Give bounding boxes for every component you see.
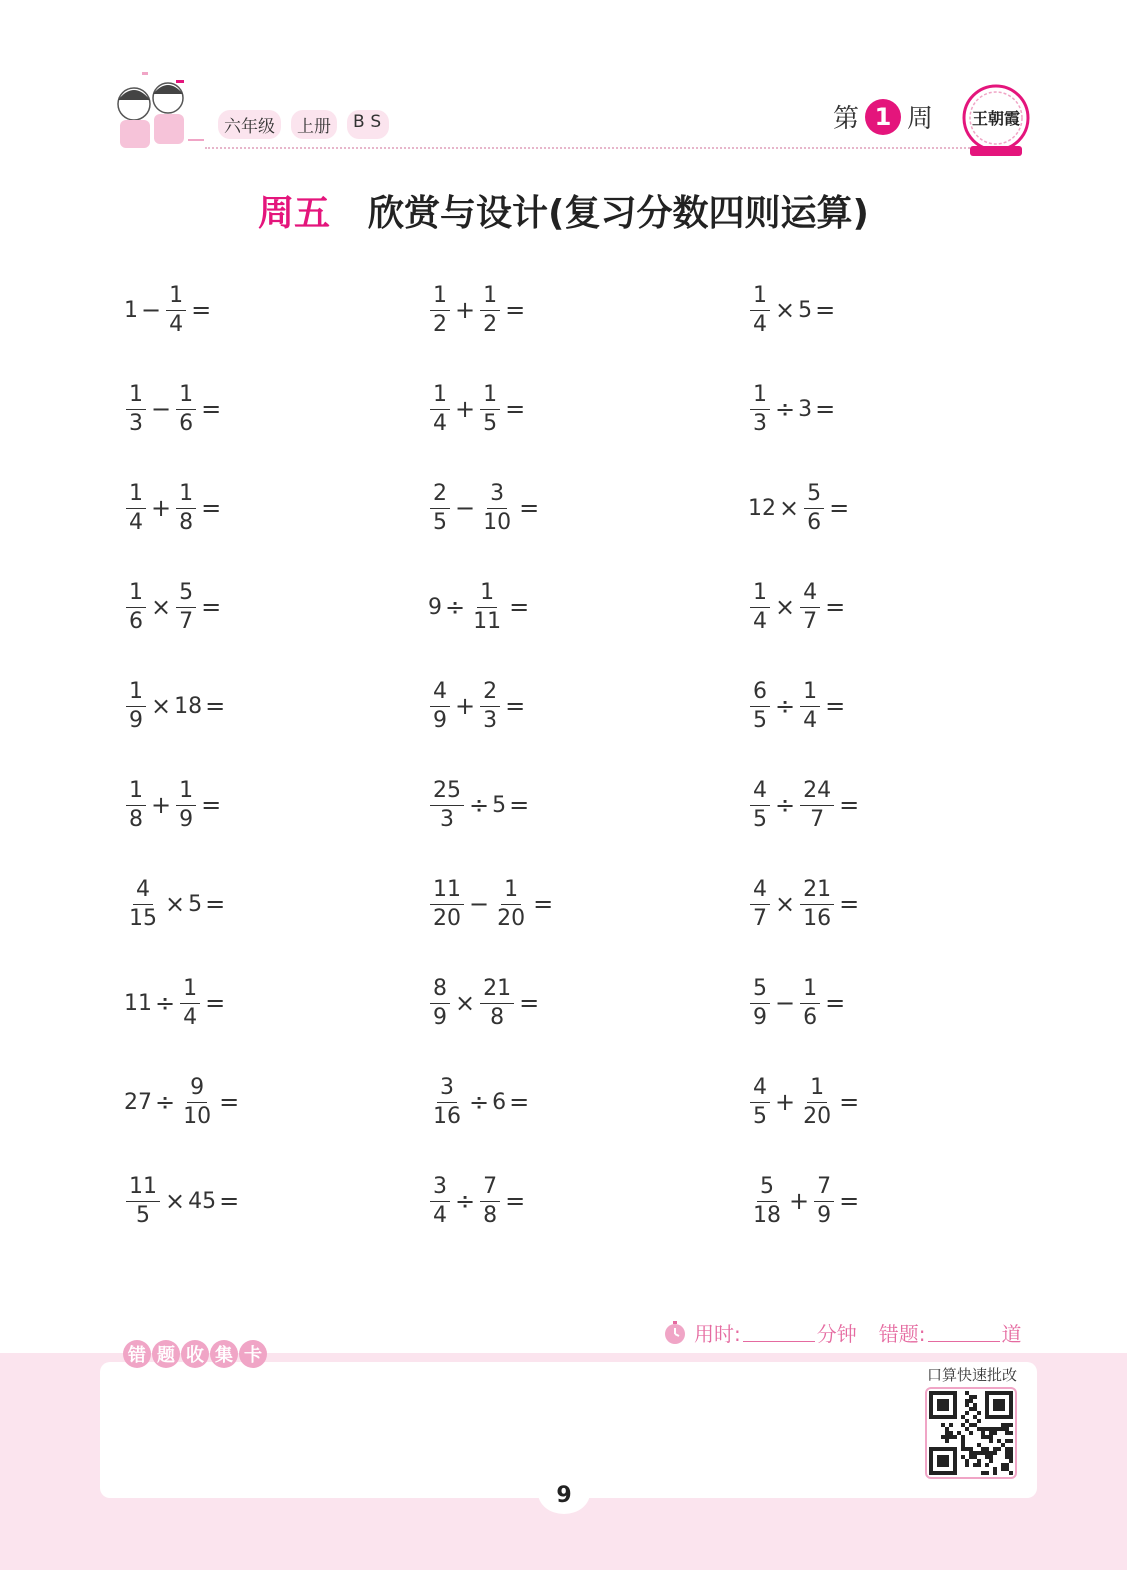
- denominator: 8: [129, 806, 143, 832]
- denominator: 4: [433, 1202, 447, 1228]
- problem-item: [428, 374, 748, 444]
- numerator: 25: [430, 777, 464, 806]
- operator: ÷: [455, 1187, 476, 1215]
- numerator: 11: [126, 1173, 160, 1202]
- qr-label: 口算快速批改: [926, 1366, 1017, 1384]
- numerator: 24: [800, 777, 834, 806]
- fraction: [176, 480, 196, 537]
- error-card-title: [123, 1340, 267, 1368]
- denominator: 4: [169, 311, 184, 337]
- denominator: 16: [433, 1103, 461, 1129]
- denominator: 3: [129, 410, 143, 436]
- fraction: [800, 579, 820, 636]
- denominator: 8: [483, 1202, 498, 1228]
- fraction: [800, 876, 834, 933]
- problem-item: [124, 968, 428, 1038]
- kids-illustration: [104, 70, 208, 156]
- operator: ×: [455, 989, 476, 1017]
- problem-item: [748, 473, 1024, 543]
- denominator: 5: [753, 1103, 767, 1129]
- whole-number: 3: [798, 396, 813, 422]
- volume-tag: 上册: [291, 110, 337, 139]
- page-title: [0, 185, 1127, 236]
- operator: ÷: [155, 989, 176, 1017]
- numerator: 1: [430, 381, 450, 410]
- problem-item: [124, 473, 428, 543]
- fraction: [750, 975, 770, 1032]
- denominator: 8: [490, 1004, 505, 1030]
- equals-sign: =: [219, 1088, 240, 1116]
- fraction: [430, 876, 464, 933]
- problem-item: [428, 671, 748, 741]
- problem-item: [748, 374, 1024, 444]
- numerator: 21: [800, 876, 834, 905]
- numerator: 1: [750, 381, 770, 410]
- fraction: [750, 381, 770, 438]
- operator: +: [455, 395, 476, 423]
- time-label: 用时:: [694, 1322, 741, 1346]
- numerator: 1: [807, 1074, 827, 1103]
- numerator: 1: [430, 282, 450, 311]
- equals-sign: =: [509, 791, 530, 819]
- denominator: 15: [129, 905, 157, 931]
- problem-item: [124, 671, 428, 741]
- numerator: 1: [126, 579, 146, 608]
- denominator: 10: [183, 1103, 212, 1129]
- denominator: 5: [483, 410, 498, 436]
- problem-item: [428, 869, 748, 939]
- denominator: 4: [433, 410, 447, 436]
- fraction: [470, 579, 504, 636]
- operator: ×: [779, 494, 800, 522]
- fraction: [750, 282, 770, 339]
- problem-item: [748, 1067, 1024, 1137]
- numerator: 4: [430, 678, 450, 707]
- operator: +: [789, 1187, 810, 1215]
- denominator: 7: [810, 806, 825, 832]
- problem-item: [124, 770, 428, 840]
- fraction: [176, 381, 196, 438]
- equals-sign: =: [201, 593, 222, 621]
- problem-item: [428, 968, 748, 1038]
- fraction: [430, 678, 450, 735]
- fraction: [800, 678, 820, 735]
- error-card-title-char: 收: [181, 1340, 209, 1368]
- equals-sign: =: [201, 494, 222, 522]
- operator: ÷: [775, 692, 796, 720]
- fraction: [800, 1074, 834, 1131]
- grade-tag: 六年级: [218, 110, 281, 139]
- fraction: [480, 975, 514, 1032]
- denominator: 9: [129, 707, 143, 733]
- denominator: 5: [136, 1202, 150, 1228]
- fraction: [126, 579, 146, 636]
- equals-sign: =: [509, 593, 530, 621]
- svg-text:王朝霞: 王朝霞: [971, 109, 1021, 128]
- equals-sign: =: [505, 692, 526, 720]
- problem-item: [124, 1166, 428, 1236]
- equals-sign: =: [219, 1187, 240, 1215]
- denominator: 7: [179, 608, 194, 634]
- numerator: 8: [430, 975, 450, 1004]
- problem-item: [124, 275, 428, 345]
- denominator: 2: [433, 311, 447, 337]
- week-indicator: [833, 98, 933, 135]
- fraction: [176, 579, 196, 636]
- denominator: 9: [433, 1004, 447, 1030]
- qr-code-icon: [929, 1391, 1013, 1475]
- numerator: 9: [187, 1074, 207, 1103]
- numerator: 4: [133, 876, 153, 905]
- equals-sign: =: [505, 1187, 526, 1215]
- equals-sign: =: [205, 989, 226, 1017]
- operator: ×: [151, 593, 172, 621]
- brand-seal-logo: [960, 80, 1032, 158]
- stopwatch-icon: [662, 1320, 688, 1346]
- numerator: 1: [126, 480, 146, 509]
- whole-number: 5: [188, 891, 203, 917]
- fraction: [750, 876, 770, 933]
- equals-sign: =: [815, 296, 836, 324]
- operator: ÷: [775, 395, 796, 423]
- whole-number: 5: [798, 297, 813, 323]
- numerator: 3: [487, 480, 507, 509]
- numerator: 1: [176, 381, 196, 410]
- equals-sign: =: [519, 989, 540, 1017]
- problem-item: [428, 572, 748, 642]
- equals-sign: =: [829, 494, 850, 522]
- problem-item: [428, 275, 748, 345]
- operator: ÷: [775, 791, 796, 819]
- fraction: [800, 777, 834, 834]
- time-error-record: [662, 1318, 1022, 1347]
- fraction: [180, 1074, 214, 1131]
- error-card-title-char: 集: [210, 1340, 238, 1368]
- whole-number: 1: [124, 297, 138, 323]
- denominator: 4: [183, 1004, 198, 1030]
- equals-sign: =: [839, 1088, 860, 1116]
- fraction: [126, 1173, 160, 1230]
- fraction: [126, 381, 146, 438]
- fraction: [804, 480, 824, 537]
- numerator: 7: [480, 1173, 500, 1202]
- operator: −: [151, 395, 172, 423]
- fraction: [430, 381, 450, 438]
- operator: −: [141, 296, 162, 324]
- week-number-badge: 1: [865, 99, 901, 135]
- denominator: 10: [483, 509, 512, 535]
- fraction: [750, 678, 770, 735]
- numerator: 3: [437, 1074, 457, 1103]
- time-blank[interactable]: [743, 1323, 815, 1342]
- numerator: 1: [126, 777, 146, 806]
- time-unit: 分钟: [816, 1322, 857, 1346]
- operator: ×: [165, 1187, 186, 1215]
- numerator: 21: [480, 975, 514, 1004]
- operator: ×: [775, 593, 796, 621]
- fraction: [750, 777, 770, 834]
- whole-number: 12: [748, 495, 776, 521]
- numerator: 5: [757, 1173, 777, 1202]
- denominator: 11: [473, 608, 502, 634]
- operator: ÷: [155, 1088, 176, 1116]
- numerator: 5: [176, 579, 196, 608]
- fraction: [180, 975, 200, 1032]
- numerator: 1: [126, 381, 146, 410]
- denominator: 9: [817, 1202, 832, 1228]
- problem-item: [428, 1067, 748, 1137]
- numerator: 4: [750, 876, 770, 905]
- numerator: 1: [176, 480, 196, 509]
- errors-blank[interactable]: [928, 1323, 1000, 1342]
- numerator: 5: [750, 975, 770, 1004]
- whole-number: 45: [188, 1188, 217, 1214]
- numerator: 1: [750, 579, 770, 608]
- qr-panel: [913, 1363, 1031, 1489]
- problem-item: [428, 1166, 748, 1236]
- numerator: 2: [430, 480, 450, 509]
- errors-unit: 道: [1001, 1322, 1022, 1346]
- problem-item: [748, 869, 1024, 939]
- title-text: 欣赏与设计(复习分数四则运算): [368, 193, 869, 234]
- denominator: 3: [440, 806, 454, 832]
- numerator: 2: [480, 678, 500, 707]
- fraction: [480, 381, 500, 438]
- week-prefix: 第: [833, 104, 860, 134]
- denominator: 16: [803, 905, 832, 931]
- denominator: 6: [803, 1004, 818, 1030]
- whole-number: 5: [492, 792, 507, 818]
- week-suffix: 周: [907, 104, 934, 134]
- equals-sign: =: [839, 1187, 860, 1215]
- fraction: [166, 282, 186, 339]
- operator: ÷: [469, 1088, 490, 1116]
- operator: +: [775, 1088, 796, 1116]
- denominator: 5: [753, 806, 767, 832]
- denominator: 20: [433, 905, 461, 931]
- denominator: 9: [179, 806, 194, 832]
- equals-sign: =: [815, 395, 836, 423]
- numerator: 1: [480, 282, 500, 311]
- numerator: 1: [750, 282, 770, 311]
- whole-number: 11: [124, 990, 152, 1016]
- fraction: [430, 777, 464, 834]
- fraction: [126, 876, 160, 933]
- numerator: 4: [750, 777, 770, 806]
- denominator: 4: [753, 311, 767, 337]
- equals-sign: =: [839, 791, 860, 819]
- denominator: 20: [497, 905, 526, 931]
- page-number: 9: [538, 1472, 590, 1514]
- denominator: 6: [179, 410, 194, 436]
- denominator: 9: [433, 707, 447, 733]
- operator: ×: [151, 692, 172, 720]
- error-card-title-char: 错: [123, 1340, 151, 1368]
- fraction: [750, 579, 770, 636]
- numerator: 1: [800, 678, 820, 707]
- fraction: [480, 678, 500, 735]
- whole-number: 27: [124, 1089, 152, 1115]
- numerator: 5: [804, 480, 824, 509]
- equals-sign: =: [191, 296, 212, 324]
- denominator: 20: [803, 1103, 832, 1129]
- problem-item: [748, 968, 1024, 1038]
- equals-sign: =: [825, 692, 846, 720]
- denominator: 8: [179, 509, 194, 535]
- fraction: [480, 282, 500, 339]
- fraction: [176, 777, 196, 834]
- fraction: [750, 1074, 770, 1131]
- denominator: 7: [803, 608, 818, 634]
- operator: ×: [165, 890, 186, 918]
- operator: +: [455, 692, 476, 720]
- numerator: 6: [750, 678, 770, 707]
- operator: ÷: [469, 791, 490, 819]
- denominator: 5: [753, 707, 767, 733]
- operator: −: [455, 494, 476, 522]
- equals-sign: =: [205, 692, 226, 720]
- problem-item: [748, 671, 1024, 741]
- numerator: 11: [430, 876, 464, 905]
- header-divider: [205, 147, 985, 149]
- problem-item: [748, 275, 1024, 345]
- denominator: 4: [803, 707, 818, 733]
- fraction: [814, 1173, 834, 1230]
- problem-item: [124, 1067, 428, 1137]
- denominator: 6: [807, 509, 822, 535]
- fraction: [480, 480, 514, 537]
- numerator: 4: [800, 579, 820, 608]
- grade-tags: [218, 110, 389, 139]
- equals-sign: =: [533, 890, 554, 918]
- numerator: 3: [430, 1173, 450, 1202]
- equals-sign: =: [509, 1088, 530, 1116]
- numerator: 4: [750, 1074, 770, 1103]
- qr-code[interactable]: [925, 1387, 1017, 1479]
- equals-sign: =: [201, 791, 222, 819]
- operator: ×: [775, 890, 796, 918]
- numerator: 1: [477, 579, 497, 608]
- numerator: 1: [166, 282, 186, 311]
- numerator: 1: [480, 381, 500, 410]
- operator: −: [469, 890, 490, 918]
- operator: +: [151, 494, 172, 522]
- operator: +: [151, 791, 172, 819]
- problem-item: [124, 869, 428, 939]
- operator: ×: [775, 296, 796, 324]
- error-card-title-char: 卡: [239, 1340, 267, 1368]
- fraction: [430, 282, 450, 339]
- fraction: [126, 480, 146, 537]
- operator: −: [775, 989, 796, 1017]
- fraction: [750, 1173, 784, 1230]
- errors-label: 错题:: [878, 1322, 926, 1346]
- fraction: [430, 480, 450, 537]
- equals-sign: =: [519, 494, 540, 522]
- numerator: 1: [800, 975, 820, 1004]
- equals-sign: =: [825, 989, 846, 1017]
- whole-number: 9: [428, 594, 442, 620]
- equals-sign: =: [205, 890, 226, 918]
- problem-item: [748, 770, 1024, 840]
- problem-item: [428, 770, 748, 840]
- numerator: 7: [814, 1173, 834, 1202]
- denominator: 4: [129, 509, 143, 535]
- fraction: [480, 1173, 500, 1230]
- problem-item: [748, 572, 1024, 642]
- denominator: 9: [753, 1004, 767, 1030]
- problem-item: [748, 1166, 1024, 1236]
- denominator: 6: [129, 608, 143, 634]
- error-card-title-char: 题: [152, 1340, 180, 1368]
- denominator: 7: [753, 905, 767, 931]
- numerator: 1: [126, 678, 146, 707]
- fraction: [430, 1173, 450, 1230]
- operator: +: [455, 296, 476, 324]
- fraction: [800, 975, 820, 1032]
- numerator: 1: [501, 876, 521, 905]
- equals-sign: =: [839, 890, 860, 918]
- whole-number: 6: [492, 1089, 507, 1115]
- denominator: 4: [753, 608, 767, 634]
- numerator: 1: [176, 777, 196, 806]
- fraction: [126, 678, 146, 735]
- denominator: 18: [753, 1202, 781, 1228]
- fraction: [494, 876, 528, 933]
- problem-grid: [124, 275, 1024, 1265]
- title-day: 周五: [258, 193, 331, 234]
- equals-sign: =: [505, 296, 526, 324]
- denominator: 3: [483, 707, 498, 733]
- fraction: [430, 1074, 464, 1131]
- operator: ÷: [445, 593, 466, 621]
- denominator: 5: [433, 509, 447, 535]
- equals-sign: =: [201, 395, 222, 423]
- equals-sign: =: [505, 395, 526, 423]
- denominator: 2: [483, 311, 498, 337]
- equals-sign: =: [825, 593, 846, 621]
- fraction: [126, 777, 146, 834]
- fraction: [430, 975, 450, 1032]
- problem-item: [428, 473, 748, 543]
- problem-item: [124, 374, 428, 444]
- problem-item: [124, 572, 428, 642]
- edition-tag: BS: [347, 110, 389, 139]
- numerator: 1: [180, 975, 200, 1004]
- whole-number: 18: [174, 693, 203, 719]
- denominator: 3: [753, 410, 767, 436]
